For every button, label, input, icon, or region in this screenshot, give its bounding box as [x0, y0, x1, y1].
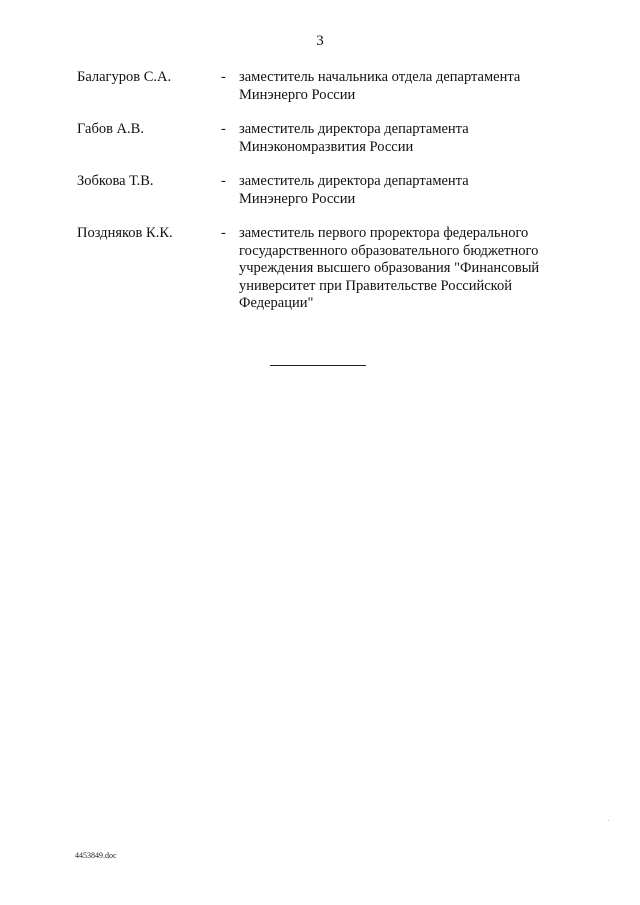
dash: -: [221, 225, 226, 241]
dash: -: [221, 173, 226, 189]
member-position: [239, 121, 579, 156]
document-id: 4453849.doc: [75, 851, 117, 860]
position-line: Минэкономразвития России: [239, 138, 414, 155]
position-line: университет при Правительстве Российской: [239, 277, 512, 294]
position-line: государственного образовательного бюджетного: [239, 242, 539, 259]
scan-speck: [608, 820, 609, 821]
position-line: учреждения высшего образования "Финансовый: [239, 260, 540, 276]
member-name: Зобкова Т.В.: [77, 173, 154, 189]
member-position: [239, 69, 579, 104]
member-position: [239, 225, 579, 313]
separator-line: [270, 365, 366, 366]
member-position: [239, 173, 579, 208]
page-number: 3: [316, 33, 324, 49]
dash: -: [221, 69, 226, 85]
member-name: Поздняков К.К.: [77, 225, 173, 241]
member-name: Габов А.В.: [77, 121, 144, 137]
position-line: заместитель директора департамента: [239, 121, 469, 137]
position-line: заместитель первого проректора федерального: [239, 225, 529, 241]
dash: -: [221, 121, 226, 137]
position-line: заместитель начальника отдела департамента: [239, 69, 521, 85]
position-line: Минэнерго России: [239, 86, 356, 103]
position-line: Минэнерго России: [239, 190, 356, 207]
member-name: Балагуров С.А.: [77, 69, 172, 85]
position-line: Федерации": [239, 295, 314, 311]
position-line: заместитель директора департамента: [239, 173, 469, 189]
